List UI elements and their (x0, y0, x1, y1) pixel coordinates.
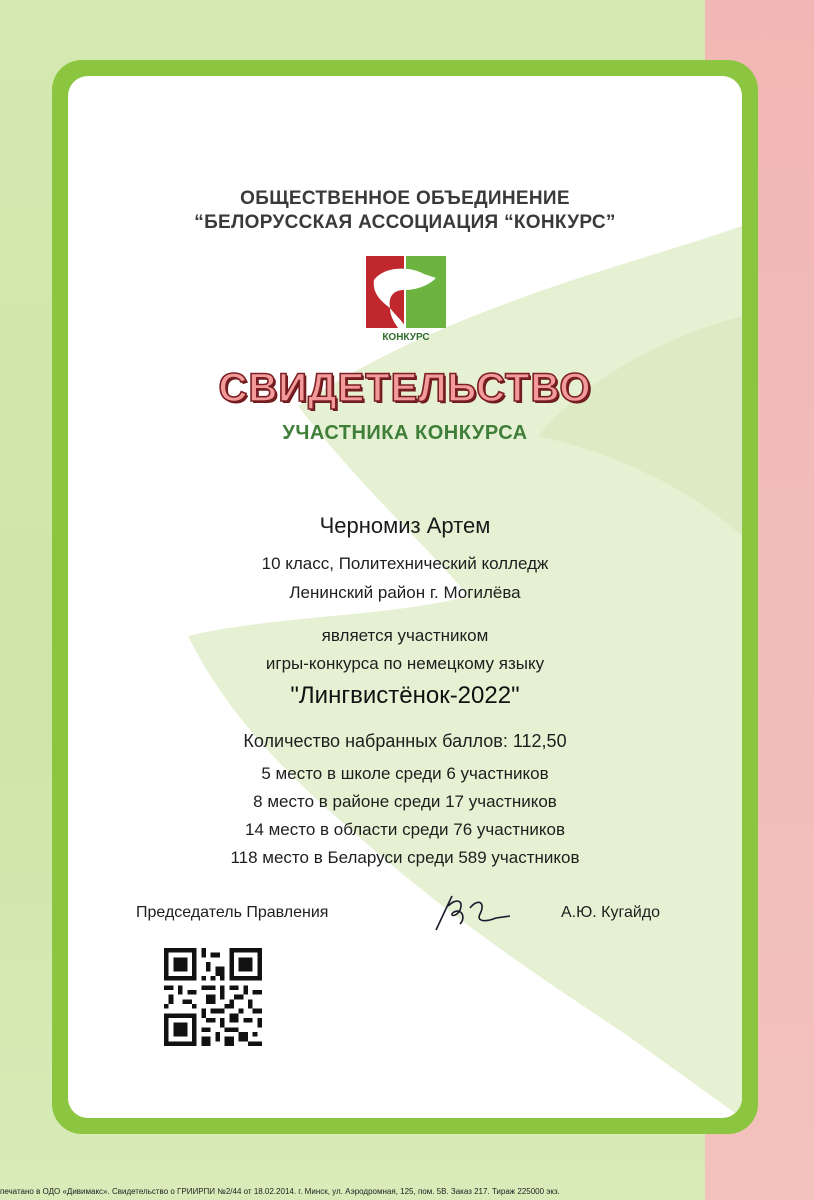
certificate-subtitle: УЧАСТНИКА КОНКУРСА (282, 422, 528, 444)
result-score: Количество набранных баллов: 112,50 (243, 731, 567, 751)
signature-name: А.Ю. Кугайдо (561, 904, 661, 921)
signature-scribble (426, 888, 516, 934)
konkurs-logo (366, 256, 446, 342)
certificate-title: СВИДЕТЕЛЬСТВО (218, 366, 592, 410)
contest-name: "Лингвистёнок-2022" (290, 682, 520, 709)
certificate-paper (68, 76, 742, 1118)
qr-code (164, 948, 262, 1046)
statement-line1: является участником (321, 626, 489, 645)
result-district: 8 место в районе среди 17 участников (253, 792, 557, 811)
result-school: 5 место в школе среди 6 участников (261, 764, 549, 783)
participant-name: Черномиз Артем (319, 513, 491, 538)
logo-text: КОНКУРС (382, 332, 430, 342)
organization-line1: ОБЩЕСТВЕННОЕ ОБЪЕДИНЕНИЕ (240, 188, 570, 209)
signature-position: Председатель Правления (136, 904, 329, 921)
statement-line2: игры-конкурса по немецкому языку (265, 654, 545, 673)
organization-line2: “БЕЛОРУССКАЯ АССОЦИАЦИЯ “КОНКУРС” (194, 212, 616, 233)
participant-district: Ленинский район г. Могилёва (289, 583, 521, 602)
participant-school: 10 класс, Политехнический колледж (261, 554, 549, 573)
result-country: 118 место в Беларуси среди 589 участников (230, 848, 580, 867)
result-region: 14 место в области среди 76 участников (244, 820, 565, 839)
print-footer: печатано в ОДО «Дивимакс». Свидетельство о ГРИИРПИ №2/44 от 18.02.2014. г. Минск, ул. Аэродромная, 125, пом. 5В. Заказ 217. Тираж 225000 экз. (0, 1187, 560, 1196)
